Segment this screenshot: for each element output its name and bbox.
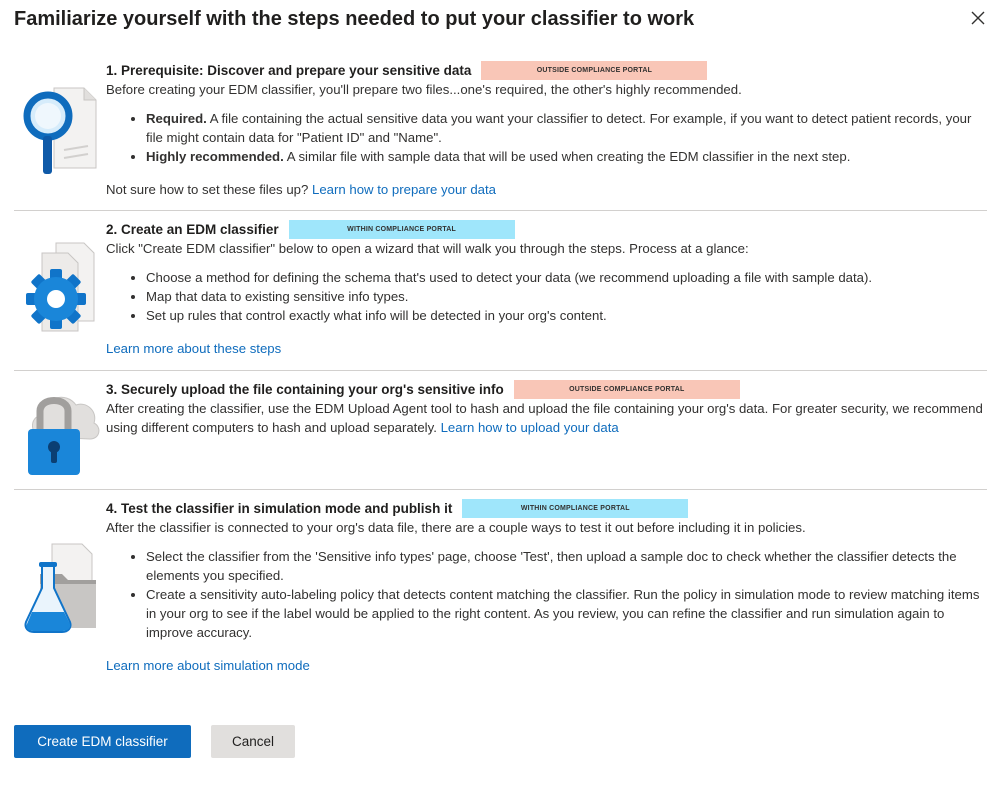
upload-data-link[interactable]: Learn how to upload your data xyxy=(440,420,619,435)
step-1-bullets xyxy=(106,109,987,166)
step-2 xyxy=(14,219,987,369)
list-item: • Required. A file containing the actual sensitive data you want your classifier to detect. For example, if you want to detect patient records, your file might contain data for "Patient ID" and "Name". xyxy=(146,109,987,147)
simulation-mode-link[interactable]: Learn more about simulation mode xyxy=(106,658,310,673)
prepare-data-link[interactable]: Learn how to prepare your data xyxy=(312,182,497,197)
step-1-location-tag: OUTSIDE COMPLIANCE PORTAL xyxy=(481,61,707,80)
list-item: • Choose a method for defining the schema that's used to detect your data (we recommend uploading a file with sample data). xyxy=(146,268,987,287)
list-item: • Create a sensitivity auto-labeling policy that detects content matching the classifier. Run the policy in simulation mode to review matching items in your org to see if the label would be applied to the right content. As you review, you can refine the classifier and run simulation again to improve accuracy. xyxy=(146,585,987,642)
dialog-title: Familiarize yourself with the steps needed to put your classifier to work xyxy=(14,8,695,30)
step-4-intro: After the classifier is connected to your org's data file, there are a couple ways to test it out before including it in policies. xyxy=(106,520,806,535)
divider xyxy=(14,210,987,211)
flask-folder-icon xyxy=(22,538,102,643)
step-3-location-tag: OUTSIDE COMPLIANCE PORTAL xyxy=(514,380,740,399)
list-item: • Select the classifier from the 'Sensitive info types' page, choose 'Test', then upload a sample doc to check whether the classifier detects the elements you specified. xyxy=(146,547,987,585)
divider xyxy=(14,489,987,490)
create-edm-classifier-button[interactable]: Create EDM classifier xyxy=(14,725,191,758)
step-1-title: 1. Prerequisite: Discover and prepare your sensitive data xyxy=(106,62,472,78)
step-3-intro: After creating the classifier, use the EDM Upload Agent tool to hash and upload the file containing your org's data. For greater security, we recommend using different computers to hash and upload separately. Learn how to upload your data xyxy=(106,401,983,435)
step-1 xyxy=(14,60,987,210)
gear-document-icon xyxy=(22,239,102,344)
step-2-bullets xyxy=(106,268,987,325)
list-item: • Map that data to existing sensitive info types. xyxy=(146,287,987,306)
step-3-title: 3. Securely upload the file containing your org's sensitive info xyxy=(106,381,504,397)
close-icon xyxy=(971,11,985,25)
cloud-lock-icon xyxy=(22,381,102,486)
step-2-location-tag: WITHIN COMPLIANCE PORTAL xyxy=(289,220,515,239)
step-4 xyxy=(14,498,987,688)
list-item: • Highly recommended. A similar file with sample data that will be used when creating the EDM classifier in the next step. xyxy=(146,147,987,166)
step-1-intro: Before creating your EDM classifier, you'll prepare two files...one's required, the other's highly recommended. xyxy=(106,82,742,97)
step-1-footer-text: Not sure how to set these files up? xyxy=(106,182,309,197)
divider xyxy=(14,370,987,371)
cancel-button[interactable]: Cancel xyxy=(211,725,295,758)
step-2-title: 2. Create an EDM classifier xyxy=(106,221,279,237)
step-4-title: 4. Test the classifier in simulation mode and publish it xyxy=(106,500,453,516)
step-4-bullets xyxy=(106,547,987,642)
step-2-intro: Click "Create EDM classifier" below to open a wizard that will walk you through the steps. Process at a glance: xyxy=(106,241,749,256)
step-3 xyxy=(14,379,987,489)
magnifier-document-icon xyxy=(22,80,102,185)
close-button[interactable] xyxy=(964,6,992,30)
step-4-location-tag: WITHIN COMPLIANCE PORTAL xyxy=(462,499,688,518)
learn-steps-link[interactable]: Learn more about these steps xyxy=(106,341,282,356)
list-item: • Set up rules that control exactly what info will be detected in your org's content. xyxy=(146,306,987,325)
